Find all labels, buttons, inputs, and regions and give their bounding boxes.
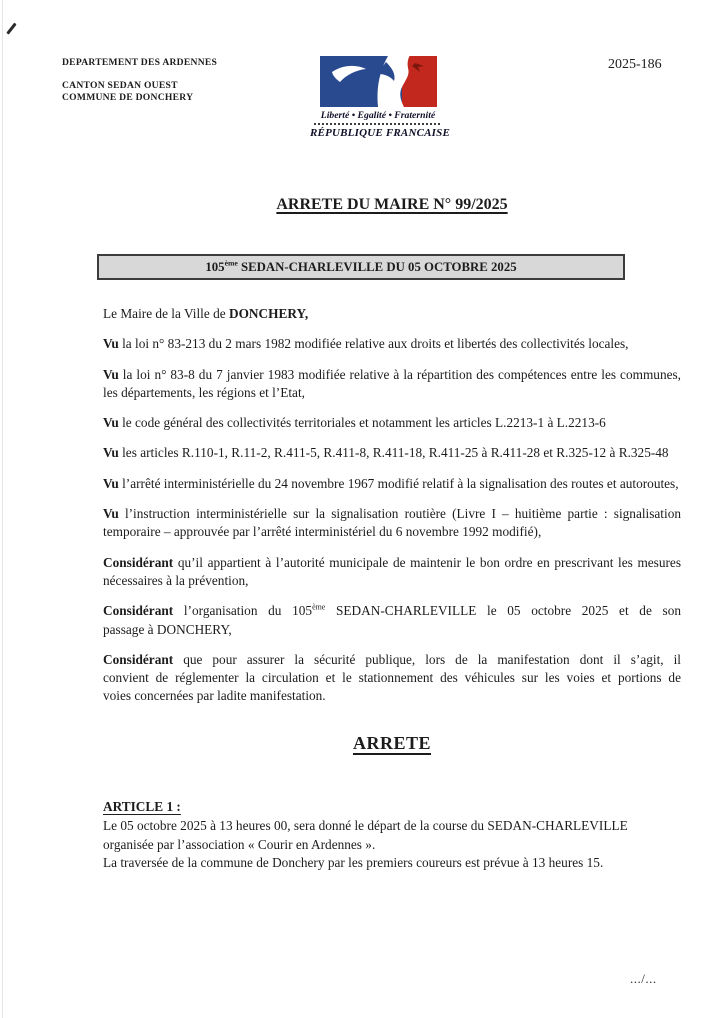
considerant-text: que pour assurer la sécurité publique, lors de la manifestation dont il s’agit, il	[183, 651, 681, 667]
considerant-text: voies concernées par ladite manifestation.	[103, 688, 326, 704]
scan-edge-artifact	[2, 0, 3, 1018]
vu-paragraph-5	[103, 475, 681, 493]
republique-francaise-logo-block	[310, 56, 451, 139]
considerant-text: SEDAN-CHARLEVILLE le 05 octobre 2025 et de son	[325, 603, 681, 619]
vu-text: les articles R.110-1, R.11-2, R.411-5, R.411-8, R.411-18, R.411-25 à R.411-28 et R.325-12 à R.325-48	[122, 445, 669, 461]
vu-text: les départements, les régions et l’Etat,	[103, 384, 305, 400]
arrete-heading-text: ARRETE	[352, 733, 431, 753]
considerant-paragraph-3	[103, 651, 681, 706]
vu-paragraph-6	[103, 505, 681, 542]
vu-text: la loi n° 83-8 du 7 janvier 1983 modifiée relative à la répartition des compétences entre les communes,	[122, 366, 681, 382]
vu-lead: Vu	[103, 415, 119, 431]
logo-motto: Liberté • Egalité • Fraternité	[320, 110, 436, 121]
header-canton: CANTON SEDAN OUEST	[62, 79, 178, 91]
banner-prefix: 105	[205, 260, 225, 274]
article-1-text-line: organisée par l’association « Courir en Ardennes ».	[103, 836, 376, 852]
event-banner	[97, 254, 625, 280]
header-department: DEPARTEMENT DES ARDENNES	[62, 57, 218, 68]
considerant-paragraph-1	[103, 554, 681, 591]
intro-text: Le Maire de la Ville de	[103, 306, 229, 321]
considerant-text: nécessaires à la prévention,	[103, 572, 249, 588]
page-title-text: ARRETE DU MAIRE N° 99/2025	[276, 196, 508, 213]
banner-superscript: ème	[224, 258, 238, 268]
vu-paragraph-3	[103, 414, 681, 432]
article-1-block	[103, 798, 693, 872]
article-1-text-line: La traversée de la commune de Donchery par les premiers coureurs est prévue à 13 heures 15.	[103, 854, 604, 870]
logo-separator	[314, 123, 442, 125]
marianne-logo-icon	[320, 56, 437, 107]
intro-paragraph	[103, 305, 681, 323]
article-1-text-line: Le 05 octobre 2025 à 13 heures 00, sera donné le départ de la course du SEDAN-CHARLEVILLE	[103, 818, 628, 834]
continuation-mark: .../...	[630, 971, 657, 986]
vu-paragraph-1	[103, 335, 681, 353]
vu-text: temporaire – approuvée par l’arrêté interministériel du 6 novembre 1992 modifié),	[103, 524, 542, 540]
arrete-heading	[103, 733, 681, 754]
header-commune: COMMUNE DE DONCHERY	[62, 92, 194, 103]
considerant-lead: Considérant	[103, 651, 174, 667]
banner-suffix: SEDAN-CHARLEVILLE DU 05 OCTOBRE 2025	[237, 260, 517, 274]
vu-text: l’arrêté interministérielle du 24 novembre 1967 modifié relatif à la signalisation des routes et autoroutes,	[122, 475, 679, 491]
vu-paragraph-2	[103, 366, 681, 403]
considerant-text: l’organisation du 105	[183, 603, 313, 619]
considerant-paragraph-2	[103, 602, 681, 639]
pen-mark	[6, 23, 16, 35]
vu-paragraph-4	[103, 444, 681, 462]
vu-lead: Vu	[103, 475, 119, 491]
considerant-lead: Considérant	[103, 554, 174, 570]
considerant-text: qu’il appartient à l’autorité municipale de maintenir le bon ordre en prescrivant les mesures	[177, 554, 682, 570]
header-authority-block	[62, 57, 217, 105]
document-number: 2025-186	[608, 57, 662, 72]
considerant-superscript: ème	[312, 602, 326, 612]
considerant-text: convient de réglementer la circulation et le stationnement des véhicules sur les voies et portions de	[103, 670, 681, 686]
vu-lead: Vu	[103, 366, 119, 382]
article-1-heading: ARTICLE 1 :	[103, 799, 181, 814]
vu-text: le code général des collectivités territoriales et notamment les articles L.2213-1 à L.2213-6	[122, 415, 606, 431]
vu-text: la loi n° 83-213 du 2 mars 1982 modifiée relative aux droits et libertés des collectivités locales,	[122, 336, 629, 352]
intro-commune-bold: DONCHERY,	[228, 306, 309, 321]
considerant-lead: Considérant	[103, 603, 174, 619]
considerant-text: passage à DONCHERY,	[103, 621, 232, 637]
document-body	[103, 305, 681, 718]
logo-republic-label: RÉPUBLIQUE FRANCAISE	[310, 127, 451, 139]
page-title	[103, 196, 681, 214]
vu-text: l’instruction interministérielle sur la signalisation routière (Livre I – huitième partie : signalisation	[124, 506, 681, 522]
vu-lead: Vu	[103, 506, 119, 522]
vu-lead: Vu	[103, 336, 119, 352]
vu-lead: Vu	[103, 445, 119, 461]
